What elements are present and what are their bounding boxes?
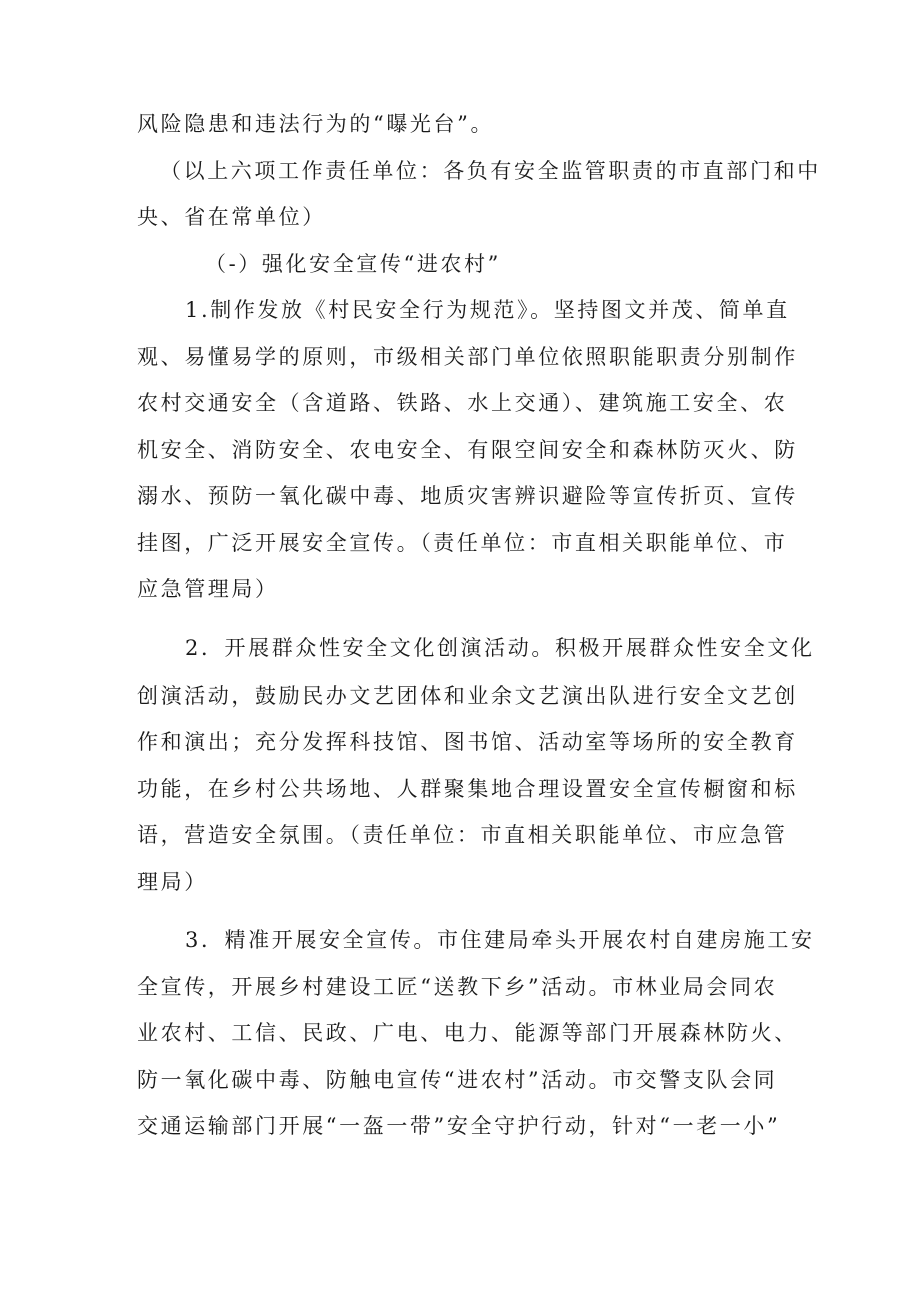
text-line: 观、易懂易学的原则，市级相关部门单位依照职能职责分别制作 [137,345,798,369]
text-line: 溺水、预防一氧化碳中毒、地质灾害辨识避险等宣传折页、宣传 [137,484,798,508]
text-line: 1.制作发放《村民安全行为规范》。坚持图文并茂、简单直 [185,298,790,322]
text-line: 2．开展群众性安全文化创演活动。积极开展群众性安全文化 [185,636,815,660]
text-line: 3．精准开展安全宣传。市住建局牵头开展农村自建房施工安 [185,928,815,952]
text-line: 理局） [137,870,208,894]
text-line: 语，营造安全氛围。（责任单位：市直相关职能单位、市应急管 [137,823,788,847]
text-line: 机安全、消防安全、农电安全、有限空间安全和森林防灭火、防 [137,438,798,462]
text-line: 防一氧化碳中毒、防触电宣传“进农村”活动。市交警支队会同 [137,1068,778,1092]
text-line: 业农村、工信、民政、广电、电力、能源等部门开展森林防火、 [137,1021,798,1045]
text-line: 应急管理局） [137,577,279,601]
text-line: 创演活动，鼓励民办文艺团体和业余文艺演出队进行安全文艺创 [137,684,798,708]
text-line: 央、省在常单位） [137,205,326,229]
text-line: 农村交通安全（含道路、铁路、水上交通）、建筑施工安全、农 [137,391,788,415]
section-heading: （-）强化安全宣传“进农村” [205,252,501,276]
text-line: 全宣传，开展乡村建设工匠“送教下乡”活动。市林业局会同农 [137,975,778,999]
text-line: （以上六项工作责任单位：各负有安全监管职责的市直部门和中 [160,159,821,183]
text-line: 交通运输部门开展“一盔一带”安全守护行动，针对“一老一小” [137,1114,781,1138]
text-line: 风险隐患和违法行为的“曝光台”。 [137,112,495,136]
text-line: 挂图，广泛开展安全宣传。（责任单位：市直相关职能单位、市 [137,531,788,555]
text-line: 作和演出；充分发挥科技馆、图书馆、活动室等场所的安全教育 [137,730,798,754]
text-line: 功能，在乡村公共场地、人群聚集地合理设置安全宣传橱窗和标 [137,777,798,801]
